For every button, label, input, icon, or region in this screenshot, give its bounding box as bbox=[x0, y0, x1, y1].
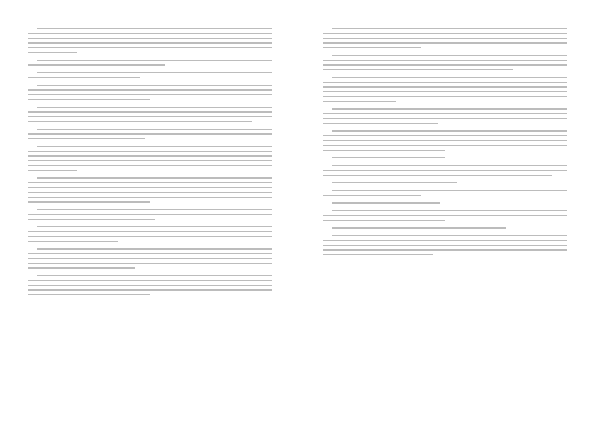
text-line bbox=[323, 254, 433, 255]
text-line bbox=[37, 107, 272, 108]
text-line bbox=[323, 175, 552, 176]
text-line bbox=[28, 253, 272, 254]
paragraph bbox=[28, 107, 272, 123]
paragraph bbox=[323, 235, 567, 255]
text-line bbox=[28, 280, 272, 281]
text-line bbox=[28, 214, 272, 215]
paragraph bbox=[323, 28, 567, 48]
text-line bbox=[28, 285, 272, 286]
text-line bbox=[28, 192, 272, 193]
paragraph bbox=[28, 275, 272, 295]
text-line bbox=[332, 202, 440, 203]
text-line bbox=[28, 94, 272, 95]
text-line bbox=[323, 42, 567, 43]
paragraph bbox=[323, 77, 567, 102]
text-line bbox=[323, 123, 438, 124]
text-line bbox=[323, 96, 567, 97]
text-line bbox=[332, 77, 567, 78]
text-line bbox=[28, 42, 272, 43]
paragraph bbox=[323, 210, 567, 221]
text-line bbox=[28, 263, 272, 264]
text-line bbox=[28, 170, 77, 171]
text-line bbox=[28, 289, 272, 290]
text-line bbox=[28, 47, 272, 48]
text-line bbox=[28, 155, 272, 156]
text-line bbox=[28, 231, 272, 232]
text-line bbox=[323, 220, 445, 221]
text-line bbox=[332, 165, 567, 166]
text-line bbox=[28, 116, 272, 117]
text-line bbox=[332, 157, 445, 158]
text-line bbox=[323, 69, 513, 70]
text-line bbox=[28, 219, 155, 220]
paragraph bbox=[28, 248, 272, 268]
paragraph bbox=[323, 130, 567, 150]
text-line bbox=[28, 38, 272, 39]
text-line bbox=[332, 190, 567, 191]
text-line bbox=[332, 227, 506, 228]
text-line bbox=[37, 146, 272, 147]
text-line bbox=[323, 64, 567, 65]
text-line bbox=[28, 294, 150, 295]
right-text-column bbox=[323, 28, 567, 262]
paragraph bbox=[28, 72, 272, 78]
text-line bbox=[28, 133, 272, 134]
text-line bbox=[28, 151, 272, 152]
paragraph bbox=[28, 209, 272, 220]
text-line bbox=[332, 235, 567, 236]
text-line bbox=[323, 113, 567, 114]
text-line bbox=[37, 60, 272, 61]
text-line bbox=[323, 170, 567, 171]
text-line bbox=[28, 160, 272, 161]
text-line bbox=[37, 72, 272, 73]
text-line bbox=[28, 64, 165, 65]
text-line bbox=[332, 28, 567, 29]
text-line bbox=[37, 275, 272, 276]
paragraph bbox=[28, 146, 272, 171]
text-line bbox=[332, 108, 567, 109]
text-line bbox=[323, 140, 567, 141]
left-text-column bbox=[28, 28, 272, 302]
text-line bbox=[37, 209, 272, 210]
paragraph bbox=[28, 28, 272, 53]
text-line bbox=[28, 201, 150, 202]
text-line bbox=[323, 38, 567, 39]
paragraph bbox=[28, 129, 272, 140]
paragraph bbox=[323, 108, 567, 124]
paragraph bbox=[323, 227, 567, 228]
text-line bbox=[323, 33, 567, 34]
text-line bbox=[323, 245, 567, 246]
text-line bbox=[323, 215, 567, 216]
text-line bbox=[28, 138, 145, 139]
text-line bbox=[323, 60, 567, 61]
text-line bbox=[323, 118, 567, 119]
text-line bbox=[28, 99, 150, 100]
paragraph bbox=[28, 85, 272, 101]
text-line bbox=[28, 89, 272, 90]
text-line bbox=[323, 101, 396, 102]
text-line bbox=[323, 240, 567, 241]
text-line bbox=[28, 267, 135, 268]
text-line bbox=[28, 111, 272, 112]
text-line bbox=[323, 86, 567, 87]
text-line bbox=[37, 226, 272, 227]
text-line bbox=[28, 236, 272, 237]
text-line bbox=[37, 28, 272, 29]
text-line bbox=[323, 135, 567, 136]
paragraph bbox=[28, 60, 272, 66]
text-line bbox=[28, 258, 272, 259]
text-line bbox=[332, 182, 457, 183]
text-line bbox=[28, 77, 140, 78]
text-line bbox=[28, 33, 272, 34]
text-line bbox=[37, 85, 272, 86]
text-line bbox=[28, 165, 272, 166]
text-line bbox=[28, 197, 272, 198]
text-line bbox=[323, 150, 445, 151]
paragraph bbox=[323, 182, 567, 183]
paragraph bbox=[28, 226, 272, 242]
text-line bbox=[332, 55, 567, 56]
text-line bbox=[37, 248, 272, 249]
text-line bbox=[28, 241, 118, 242]
paragraph bbox=[28, 177, 272, 202]
text-line bbox=[37, 177, 272, 178]
paragraph bbox=[323, 55, 567, 71]
text-line bbox=[37, 129, 272, 130]
text-line bbox=[332, 210, 567, 211]
paragraph bbox=[323, 190, 567, 196]
text-line bbox=[323, 91, 567, 92]
text-line bbox=[28, 121, 252, 122]
text-line bbox=[28, 182, 272, 183]
paragraph bbox=[323, 157, 567, 158]
paragraph bbox=[323, 165, 567, 176]
text-line bbox=[28, 52, 77, 53]
text-line bbox=[323, 47, 421, 48]
text-line bbox=[332, 130, 567, 131]
text-line bbox=[323, 195, 421, 196]
text-line bbox=[323, 145, 567, 146]
text-line bbox=[28, 187, 272, 188]
text-line bbox=[323, 82, 567, 83]
text-line bbox=[323, 249, 567, 250]
paragraph bbox=[323, 202, 567, 203]
